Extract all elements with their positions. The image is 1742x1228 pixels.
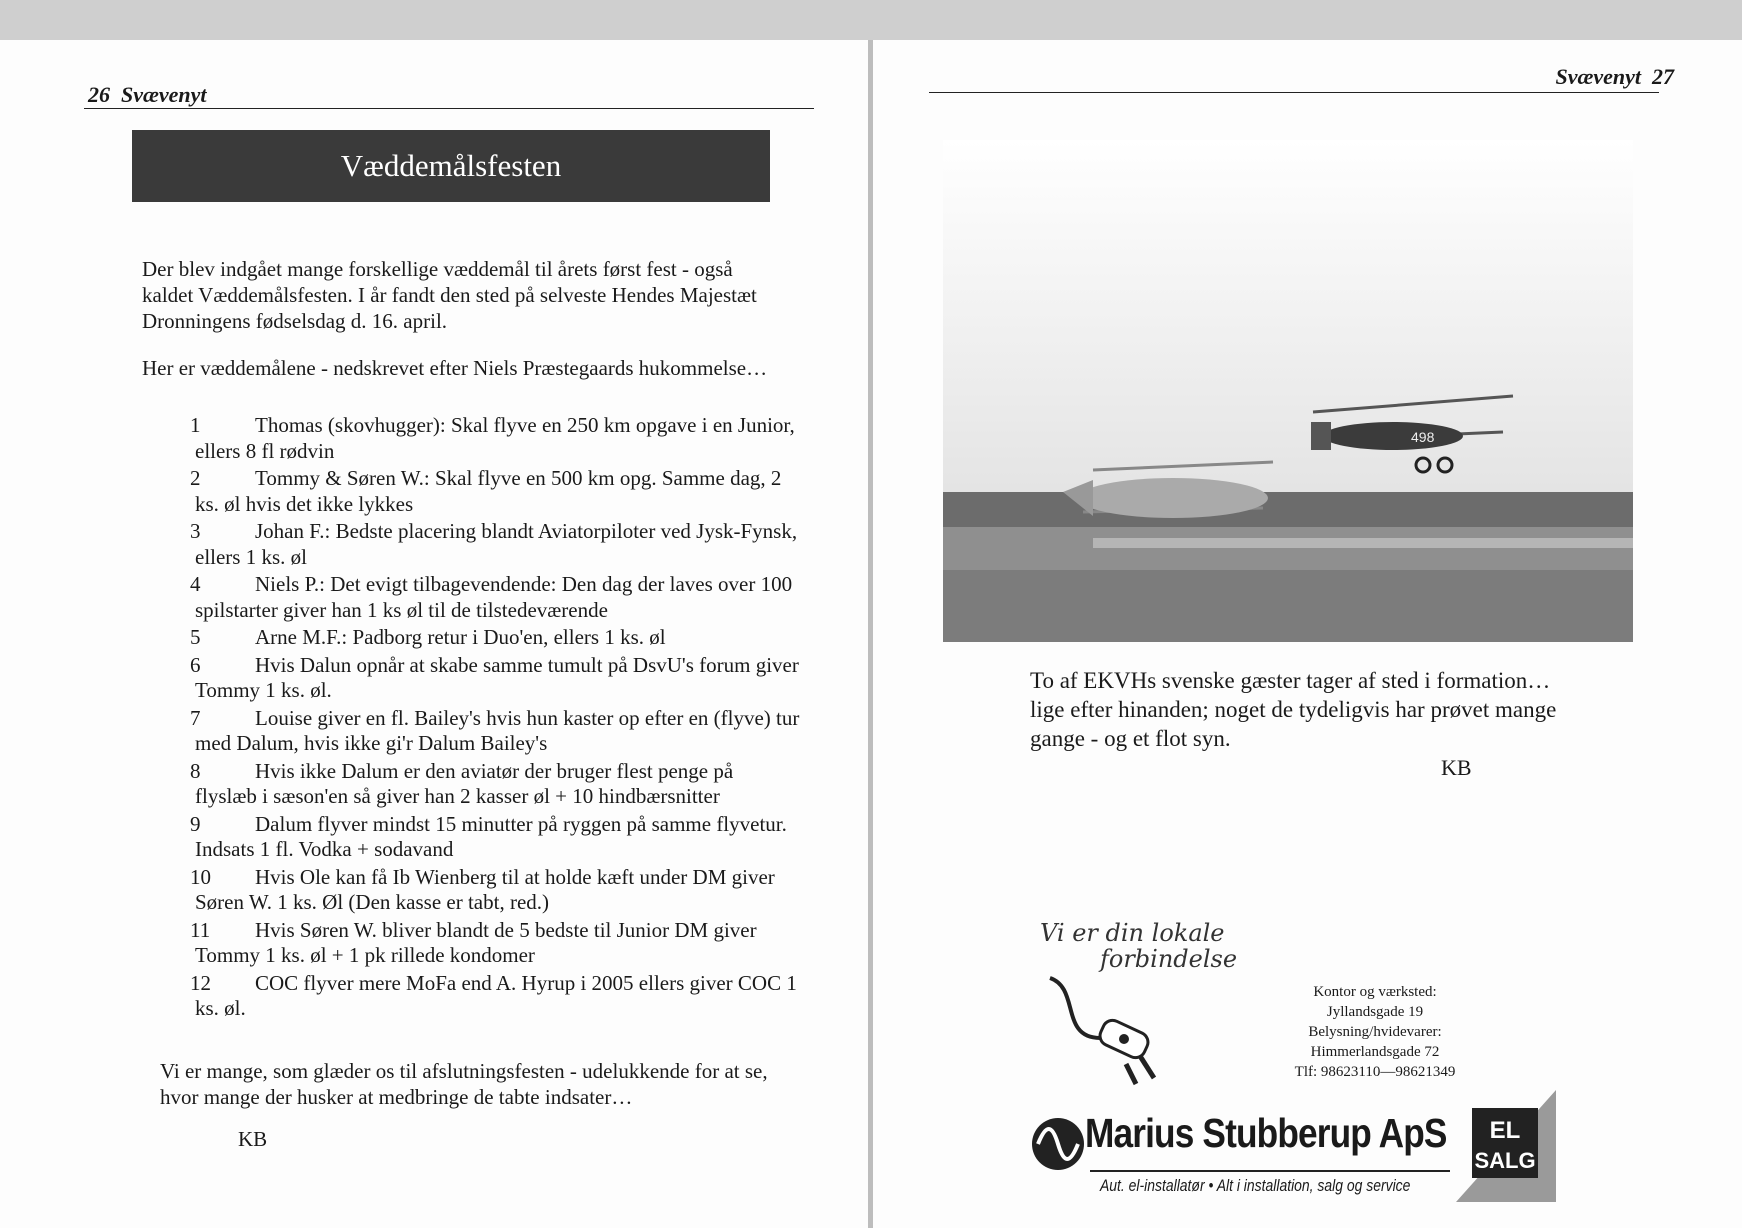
bets-list — [140, 413, 800, 1024]
bet-number: 8 — [190, 758, 201, 783]
bet-text: Niels P.: Det evigt tilbagevendende: Den dag der laves over 100 spilstarter giver han 1 ks øl til de tilstedeværende — [195, 572, 793, 622]
ad-contact-line: Belysning/hvidevarer: — [1308, 1024, 1442, 1040]
tree-line — [943, 492, 1633, 527]
badge-line2: SALG — [1474, 1148, 1536, 1173]
article-lead: Her er væddemålene - nedskrevet efter Niels Præstegaards hukommelse… — [142, 356, 768, 380]
sine-wave-logo-icon — [1030, 1110, 1086, 1190]
article-closing: Vi er mange, som glæder os til afslutningsfesten - udelukkende for at se, hvor mange der husker at medbringe de tabte indsater… — [160, 1059, 768, 1109]
runway-grass — [943, 570, 1633, 642]
page-number: 27 — [1652, 64, 1674, 89]
power-plug-icon — [1040, 968, 1190, 1088]
article-intro: Der blev indgået mange forskellige væddemål til årets først fest - også kaldet Væddemålsfesten. I år fandt den sted på selveste Hendes Majestæt Dronningens fødselsdag d. 16. april. — [142, 257, 757, 333]
photo-caption: To af EKVHs svenske gæster tager af sted i formation… lige efter hinanden; noget de tydeligvis har prøvet mange gange - og et flot syn. — [1030, 668, 1557, 751]
bet-text: Hvis Søren W. bliver blandt de 5 bedste til Junior DM giver Tommy 1 ks. øl + 1 pk rillede kondomer — [195, 917, 757, 967]
article-title: Væddemålsfesten — [132, 130, 770, 202]
page-number: 26 — [88, 82, 110, 107]
ad-contact-line: Tlf: 98623110—98621349 — [1294, 1064, 1456, 1080]
bet-number: 4 — [190, 572, 201, 596]
bet-number: 11 — [190, 917, 211, 942]
bet-item — [140, 625, 800, 651]
bet-number: 6 — [190, 652, 201, 677]
ad-contact-line: Kontor og værksted: — [1313, 984, 1437, 1000]
ad-tagline: Aut. el-installatør • Alt i installation, salg og service — [1100, 1176, 1411, 1195]
sky — [943, 140, 1633, 492]
bet-item — [140, 918, 800, 969]
bet-item — [140, 971, 800, 1022]
bet-item — [140, 865, 800, 916]
ad-slogan — [1040, 920, 1237, 972]
header-rule — [84, 108, 814, 109]
bet-item — [140, 706, 800, 757]
ad-divider — [1090, 1170, 1450, 1172]
ad-slogan-line2: forbindelse — [1100, 945, 1238, 973]
left-page — [0, 40, 868, 1228]
el-salg-badge-icon — [1456, 1090, 1556, 1202]
advertisement — [1030, 920, 1600, 1220]
bet-item — [140, 572, 800, 623]
publication-name: Svævenyt — [121, 82, 207, 107]
left-page-header — [88, 82, 207, 108]
caption-signature: KB — [1441, 755, 1472, 780]
bet-text: Hvis Dalun opnår at skabe samme tumult på DsvU's forum giver Tommy 1 ks. øl. — [195, 652, 799, 702]
bet-number: 1 — [190, 413, 201, 437]
bet-item — [140, 759, 800, 810]
ad-contact-line: Himmerlandsgade 72 — [1310, 1044, 1440, 1060]
right-page-header — [1555, 64, 1674, 90]
bet-number: 12 — [190, 970, 211, 995]
bet-item — [140, 413, 800, 464]
bet-item — [140, 519, 800, 570]
bet-number: 2 — [190, 466, 201, 490]
ad-slogan-line1: Vi er din lokale — [1040, 919, 1225, 947]
biplanes-photo — [943, 140, 1633, 642]
header-rule — [929, 92, 1659, 93]
bet-number: 10 — [190, 864, 211, 889]
bet-item — [140, 653, 800, 704]
bet-text: Hvis ikke Dalum er den aviatør der bruger flest penge på flyslæb i sæson'en så giver han 2 kasser øl + 10 hindbærsnitter — [195, 758, 734, 808]
distant-buildings — [1093, 538, 1633, 548]
bet-text: COC flyver mere MoFa end A. Hyrup i 2005 ellers giver COC 1 ks. øl. — [195, 970, 797, 1020]
bet-text: Hvis Ole kan få Ib Wienberg til at holde kæft under DM giver Søren W. 1 ks. Øl (Den kasse er tabt, red.) — [195, 864, 775, 914]
bet-number: 9 — [190, 811, 201, 836]
publication-name: Svævenyt — [1555, 64, 1641, 89]
right-page — [873, 40, 1742, 1228]
bet-number: 5 — [190, 625, 201, 649]
bet-number: 3 — [190, 519, 201, 543]
ad-contact-line: Jyllandsgade 19 — [1326, 1004, 1424, 1020]
bet-text: Tommy & Søren W.: Skal flyve en 500 km opg. Samme dag, 2 ks. øl hvis det ikke lykkes — [195, 466, 782, 516]
bet-number: 7 — [190, 705, 201, 730]
ad-company-name: Marius Stubberup ApS — [1085, 1110, 1447, 1156]
article-signature: KB — [238, 1127, 268, 1151]
bet-text: Thomas (skovhugger): Skal flyve en 250 km opgave i en Junior, ellers 8 fl rødvin — [195, 413, 795, 463]
bet-text: Louise giver en fl. Bailey's hvis hun kaster op efter en (flyve) tur med Dalum, hvis ikke gi'r Dalum Bailey's — [195, 705, 800, 755]
bet-item — [140, 812, 800, 863]
tail-number: 498 — [1411, 429, 1435, 445]
bet-text: Arne M.F.: Padborg retur i Duo'en, ellers 1 ks. øl — [255, 625, 666, 649]
badge-line1: EL — [1489, 1117, 1521, 1144]
bet-text: Dalum flyver mindst 15 minutter på ryggen på samme flyvetur. Indsats 1 fl. Vodka + sodavand — [195, 811, 787, 861]
bet-item — [140, 466, 800, 517]
bet-text: Johan F.: Bedste placering blandt Aviatorpiloter ved Jysk-Fynsk, ellers 1 ks. øl — [195, 519, 798, 569]
ad-contact-block — [1290, 982, 1460, 1082]
